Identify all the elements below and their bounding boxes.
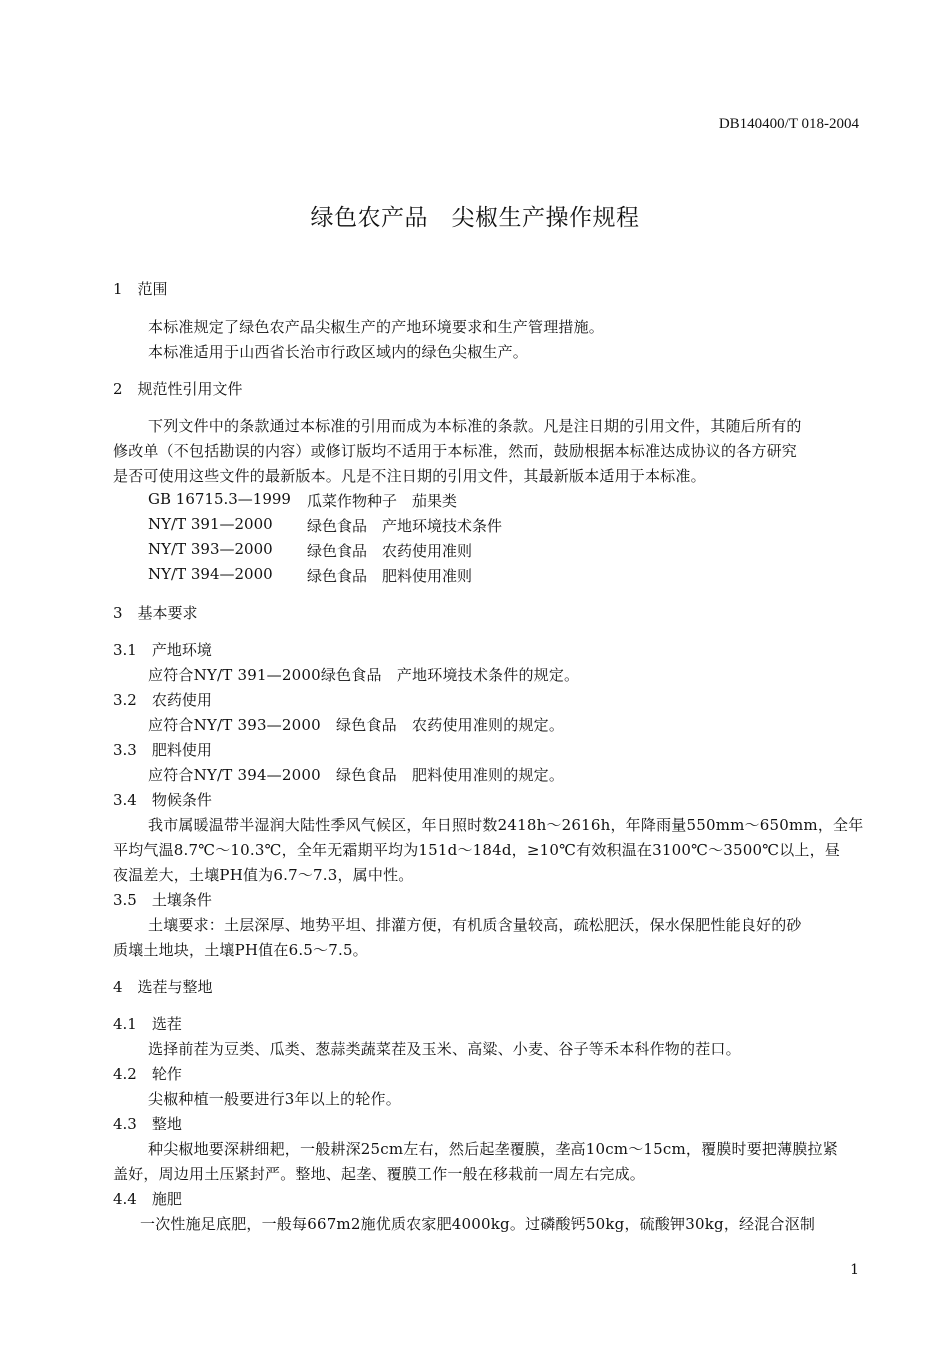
section-4-1-text: 选择前茬为豆类、瓜类、葱蒜类蔬菜茬及玉米、高粱、小麦、谷子等禾本科作物的茬口。 bbox=[148, 1040, 741, 1058]
section-3-5-line-1: 土壤要求：土层深厚、地势平坦、排灌方便，有机质含量较高，疏松肥沃，保水保肥性能良好的砂 bbox=[148, 916, 802, 934]
reference-code: GB 16715.3—1999 bbox=[148, 490, 291, 508]
section-4-4-heading: 4.4 施肥 bbox=[113, 1190, 182, 1208]
reference-title: 瓜菜作物种子 茄果类 bbox=[307, 492, 458, 510]
reference-row bbox=[148, 515, 568, 535]
section-3-1-heading: 3.1 产地环境 bbox=[113, 641, 212, 659]
section-3-5-line-2: 质壤土地块，土壤PH值在6.5～7.5。 bbox=[113, 941, 368, 959]
section-4-2-text: 尖椒种植一般要进行3年以上的轮作。 bbox=[148, 1090, 401, 1108]
section-2-line-1: 下列文件中的条款通过本标准的引用而成为本标准的条款。凡是注日期的引用文件，其随后所有的 bbox=[148, 417, 802, 435]
section-4-4-text: 一次性施足底肥，一般每667m2施优质农家肥4000kg。过磷酸钙50kg，硫酸钾30kg，经混合沤制 bbox=[140, 1215, 816, 1233]
section-2-heading: 2 规范性引用文件 bbox=[113, 380, 243, 398]
section-4-2-heading: 4.2 轮作 bbox=[113, 1065, 182, 1083]
section-1-para-1: 本标准规定了绿色农产品尖椒生产的产地环境要求和生产管理措施。 bbox=[148, 318, 605, 336]
section-3-5-heading: 3.5 土壤条件 bbox=[113, 891, 212, 909]
section-3-4-line-2: 平均气温8.7℃～10.3℃，全年无霜期平均为151d～184d，≥10℃有效积温在3100℃～3500℃以上，昼 bbox=[113, 841, 841, 859]
reference-code: NY/T 394—2000 bbox=[148, 565, 273, 583]
section-4-3-line-1: 种尖椒地要深耕细耙，一般耕深25cm左右，然后起垄覆膜，垄高10cm～15cm，覆膜时要把薄膜拉紧 bbox=[148, 1140, 838, 1158]
section-3-4-line-1: 我市属暖温带半湿润大陆性季风气候区，年日照时数2418h～2616h，年降雨量550mm～650mm，全年 bbox=[148, 816, 864, 834]
reference-row bbox=[148, 490, 568, 510]
section-2-line-2: 修改单（不包括勘误的内容）或修订版均不适用于本标准，然而，鼓励根据本标准达成协议的各方研究 bbox=[113, 442, 798, 460]
doc-code: DB140400/T 018-2004 bbox=[718, 116, 859, 132]
reference-code: NY/T 393—2000 bbox=[148, 540, 273, 558]
section-3-4-heading: 3.4 物候条件 bbox=[113, 791, 212, 809]
section-3-heading: 3 基本要求 bbox=[113, 604, 198, 622]
section-3-4-line-3: 夜温差大，土壤PH值为6.7～7.3，属中性。 bbox=[113, 866, 414, 884]
section-4-3-heading: 4.3 整地 bbox=[113, 1115, 182, 1133]
reference-row bbox=[148, 565, 568, 585]
section-3-1-text: 应符合NY/T 391—2000绿色食品 产地环境技术条件的规定。 bbox=[148, 666, 580, 684]
section-3-2-heading: 3.2 农药使用 bbox=[113, 691, 212, 709]
section-1-heading: 1 范围 bbox=[113, 280, 168, 298]
page-number: 1 bbox=[850, 1262, 859, 1278]
reference-title: 绿色食品 农药使用准则 bbox=[307, 542, 473, 560]
section-2-line-3: 是否可使用这些文件的最新版本。凡是不注日期的引用文件，其最新版本适用于本标准。 bbox=[113, 467, 706, 485]
reference-title: 绿色食品 肥料使用准则 bbox=[307, 567, 473, 585]
section-3-3-text: 应符合NY/T 394—2000 绿色食品 肥料使用准则的规定。 bbox=[148, 766, 565, 784]
section-4-3-line-2: 盖好，周边用土压紧封严。整地、起垄、覆膜工作一般在移栽前一周左右完成。 bbox=[113, 1165, 646, 1183]
section-4-1-heading: 4.1 选茬 bbox=[113, 1015, 182, 1033]
section-1-para-2: 本标准适用于山西省长治市行政区域内的绿色尖椒生产。 bbox=[148, 343, 529, 361]
section-3-2-text: 应符合NY/T 393—2000 绿色食品 农药使用准则的规定。 bbox=[148, 716, 565, 734]
page-title: 绿色农产品 尖椒生产操作规程 bbox=[310, 205, 640, 231]
reference-title: 绿色食品 产地环境技术条件 bbox=[307, 517, 503, 535]
section-4-heading: 4 选茬与整地 bbox=[113, 978, 213, 996]
reference-code: NY/T 391—2000 bbox=[148, 515, 273, 533]
section-3-3-heading: 3.3 肥料使用 bbox=[113, 741, 212, 759]
reference-row bbox=[148, 540, 568, 560]
